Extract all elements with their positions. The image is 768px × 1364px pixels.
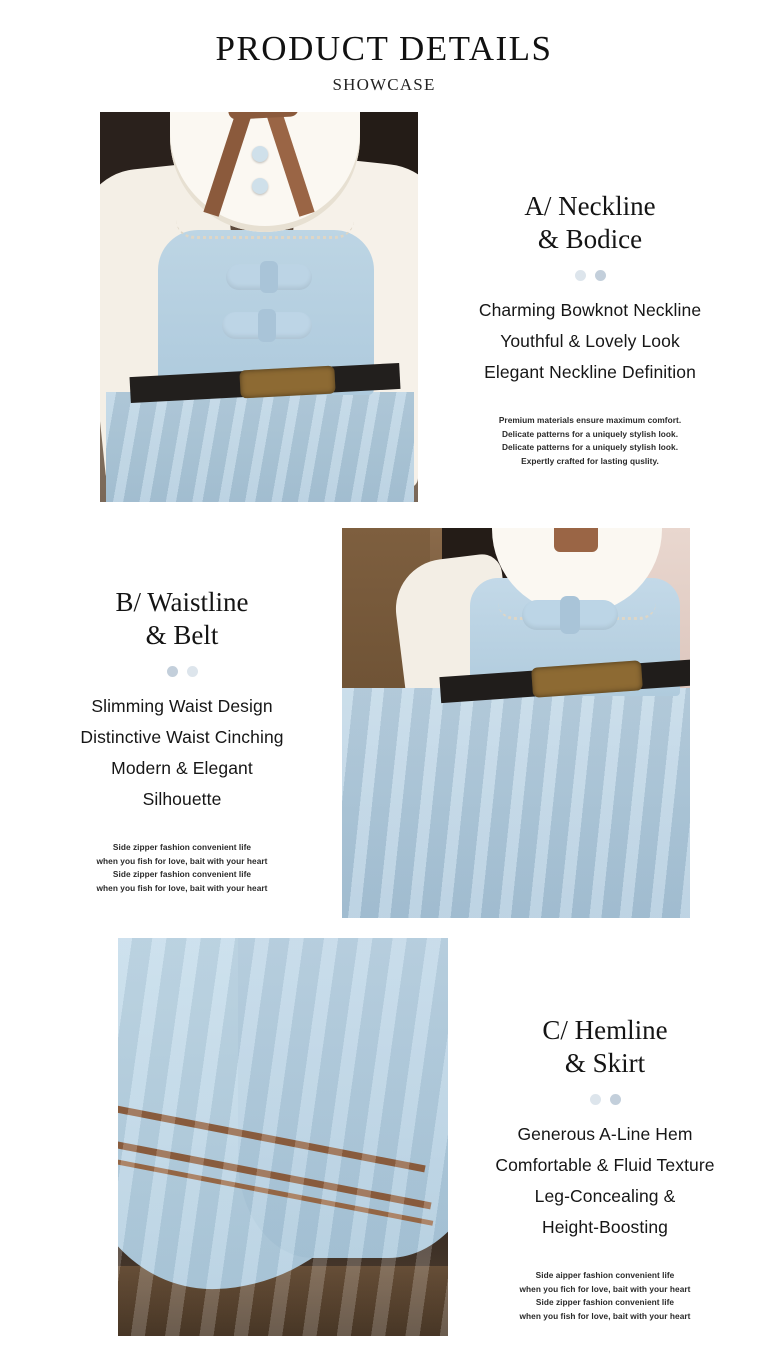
section-a-bullets (450, 295, 730, 388)
section-c-title-line2: & Skirt (564, 1047, 646, 1078)
bullet-item: Youthful & Lovely Look (500, 331, 680, 352)
bowknot-upper (226, 264, 312, 290)
divider-dot-2 (595, 270, 606, 281)
fineprint-line: Expertly crafted for lasting quslity. (521, 455, 659, 466)
fineprint-line: Side zipper fashion convenient life (535, 1297, 675, 1308)
page-header (0, 0, 768, 95)
section-c-text (460, 938, 750, 1336)
fineprint-line: Premium materials ensure maximum comfort. (498, 415, 682, 426)
bullet-item: Modern & Elegant (111, 758, 253, 779)
section-waistline-belt (0, 528, 768, 918)
section-neckline-bodice (0, 112, 768, 502)
bullet-item: Slimming Waist Design (91, 695, 273, 716)
bullet-item: Silhouette (142, 789, 222, 810)
fineprint-line: Delicate patterns for a uniquely stylish look. (501, 442, 679, 453)
section-c-dot-divider (460, 1094, 750, 1105)
section-c-title-line1: C/ Hemline (542, 1015, 668, 1045)
button-upper (252, 146, 268, 162)
section-c-bullets (460, 1119, 750, 1244)
bullet-item: Generous A-Line Hem (517, 1123, 693, 1144)
section-b-dot-divider (42, 666, 322, 677)
button-lower (252, 178, 268, 194)
fineprint-line: when you fich for love, bait with your heart (519, 1283, 691, 1294)
bullet-item: Leg-Concealing & (534, 1186, 676, 1207)
bullet-item: Height-Boosting (541, 1217, 669, 1238)
divider-dot-1 (575, 270, 586, 281)
section-a-dot-divider (450, 270, 730, 281)
product-image-neckline (100, 112, 418, 502)
section-b-fineprint (42, 841, 322, 895)
bullet-item: Distinctive Waist Cinching (80, 727, 284, 748)
page-title: PRODUCT DETAILS (215, 29, 553, 68)
bowknot-lower (222, 312, 312, 339)
fineprint-line: when you fish for love, bait with your heart (519, 1310, 691, 1321)
product-image-waistline (342, 528, 690, 918)
fineprint-line: when you fish for love, bait with your heart (96, 882, 268, 893)
ribbon-knot (554, 528, 598, 552)
section-a-title-line2: & Bodice (537, 223, 643, 254)
fineprint-line: when you fish for love, bait with your heart (96, 855, 268, 866)
fineprint-line: Delicate patterns for a uniquely stylish look. (501, 428, 679, 439)
section-b-title-line2: & Belt (145, 619, 219, 650)
bowknot (522, 600, 618, 630)
bullet-item: Elegant Neckline Definition (484, 362, 696, 383)
section-b-bullets (42, 691, 322, 816)
section-b-title-line1: B/ Waistline (115, 587, 249, 617)
fineprint-line: Side zipper fashion convenient life (112, 869, 252, 880)
belt-buckle (239, 366, 335, 399)
divider-dot-1 (167, 666, 178, 677)
fabric-shading (118, 938, 448, 1336)
page-subtitle: SHOWCASE (332, 74, 436, 94)
product-image-hemline (118, 938, 448, 1336)
section-c-fineprint (460, 1269, 750, 1323)
bullet-item: Comfortable & Fluid Texture (495, 1155, 715, 1176)
section-a-text (450, 112, 730, 502)
section-a-title (450, 190, 730, 256)
divider-dot-1 (590, 1094, 601, 1105)
divider-dot-2 (187, 666, 198, 677)
section-hemline-skirt (0, 938, 768, 1336)
bullet-item: Charming Bowknot Neckline (478, 299, 702, 320)
section-a-fineprint (450, 414, 730, 468)
fineprint-line: Side zipper fashion convenient life (112, 842, 252, 853)
section-b-text (42, 528, 322, 918)
section-c-title (460, 1014, 750, 1080)
skirt-pleats (342, 688, 690, 918)
section-a-title-line1: A/ Neckline (524, 191, 656, 221)
skirt-pleats (106, 392, 414, 502)
fineprint-line: Side aipper fashion convenient life (535, 1270, 675, 1281)
divider-dot-2 (610, 1094, 621, 1105)
section-b-title (42, 586, 322, 652)
